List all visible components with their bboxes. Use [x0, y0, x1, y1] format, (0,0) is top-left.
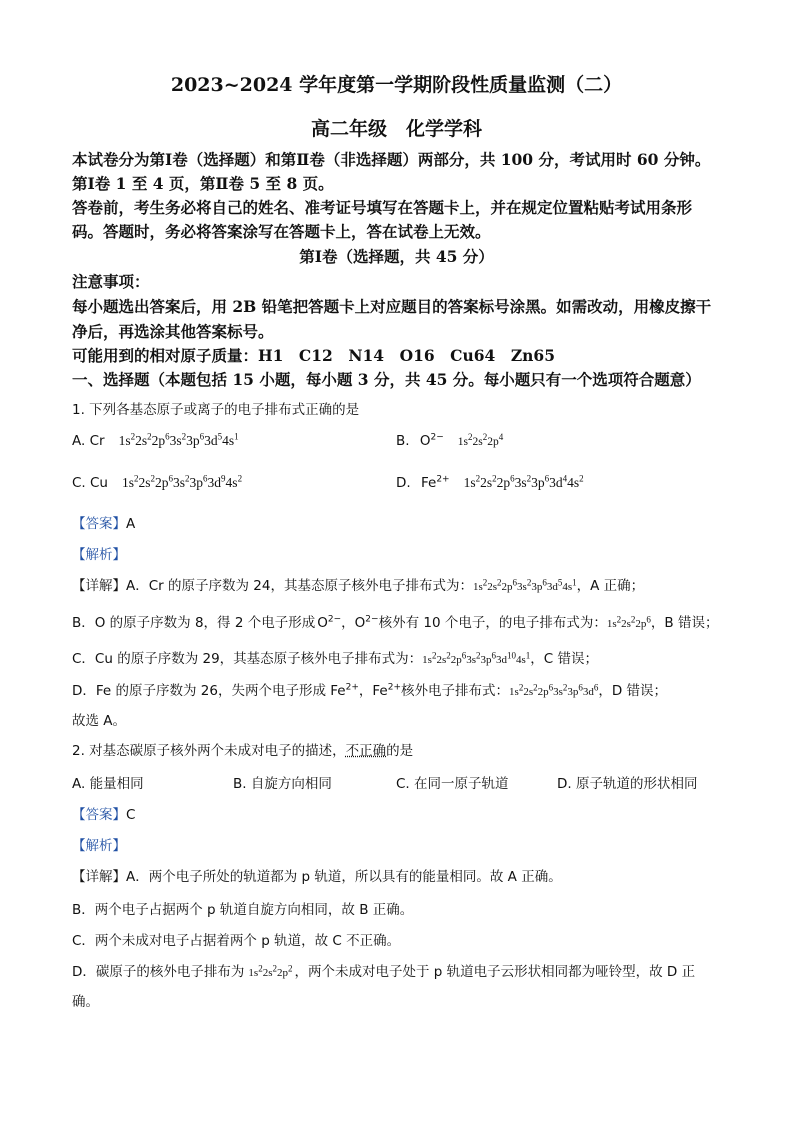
q2-option-c: C. 在同一原子轨道 [396, 776, 509, 792]
q1-detail-c-end: ，C 错误； [530, 651, 599, 667]
q1-detail-d: D．Fe 的原子序数为 26，失两个电子形成 $Fe^{2+}$，$Fe^{2+}$核外电子排布式：$1s^22s^22p^63s^23p^63d^6$，D 错误； [72, 682, 668, 699]
q1-detail-tag: 【详解】 [72, 578, 126, 594]
q1-detail-b-text-1: B．O 的原子序数为 8，得 2 个电子形成 [72, 615, 316, 631]
exam-subtitle: 高二年级 化学学科 [310, 118, 482, 140]
part-one-heading: 一、选择题（本题包括 15 小题，每小题 3 分，共 45 分。每小题只有一个选项符合题意） [72, 370, 701, 389]
q2-stem [72, 739, 413, 759]
q1-option-d-ion: Fe [420, 475, 437, 491]
q1-option-b-charge: 2− [430, 432, 444, 443]
intro-line-4: 码。答题时，务必将答案涂写在答题卡上，答在试卷上无效。 [72, 222, 491, 241]
q1-detail-a-end: ，A 正确； [576, 578, 645, 594]
intro-line-1: 本试卷分为第Ⅰ卷（选择题）和第Ⅱ卷（非选择题）两部分，共 100 分，考试用时 60 分钟。 [72, 150, 711, 169]
q2-answer-tag: 【答案】 [72, 807, 126, 823]
q1-detail-d-config: $1s^22s^22p^63s^23p^63d^6$ [509, 682, 599, 698]
q2-answer [72, 803, 135, 823]
q2-option-d: D. 原子轨道的形状相同 [557, 776, 698, 792]
q2-analysis-label: 【解析】 [72, 838, 126, 854]
q2-analysis-tag [72, 834, 126, 854]
q1-conclusion: 故选 A。 [72, 713, 127, 729]
q2-option-a: A. 能量相同 [72, 776, 144, 792]
q1-detail-b-ion-2: $O^{2-}$ [354, 614, 379, 631]
q1-detail-c-text: C．Cu 的原子序数为 29，其基态原子核外电子排布式为： [72, 651, 423, 667]
q1-option-c-config: $1s^22s^22p^63s^23p^63d^94s^2$ [122, 473, 243, 490]
intro-line-3: 答卷前，考生务必将自己的姓名、准考证号填写在答题卡上，并在规定位置粘贴考试用条形 [72, 198, 693, 217]
q1-detail-c-config: $1s^22s^22p^63s^23p^63d^{10}4s^1$ [422, 650, 531, 666]
atomic-masses: 可能用到的相对原子质量：H1 C12 N14 O16 Cu64 Zn65 [72, 346, 555, 365]
q1-detail-b-config: $1s^22s^22p^6$ [606, 614, 651, 630]
q1-option-d-charge: 2+ [436, 474, 450, 485]
q2-detail-d-text-2: ，两个未成对电子处于 p 轨道电子云形状相同都为哑铃型，故 D 正 [294, 964, 696, 980]
q1-option-b-config: $1s^22s^22p^4$ [457, 432, 504, 448]
intro-line-2: 第Ⅰ卷 1 至 4 页，第Ⅱ卷 5 至 8 页。 [72, 174, 334, 193]
q1-detail-d-text-2: ，Fe [358, 683, 388, 699]
q2-detail-d-text-1: D．碳原子的核外电子排布为 [72, 964, 245, 980]
q1-analysis-label: 【解析】 [72, 547, 126, 563]
q1-stem: 1. 下列各基态原子或离子的电子排布式正确的是 [72, 402, 360, 418]
q2-option-b: B. 自旋方向相同 [233, 776, 332, 792]
q1-option-c [72, 475, 242, 491]
q1-detail-b-ion-1: $O^{2-}$ [317, 614, 342, 631]
exam-title: 2023~2024 学年度第一学期阶段性质量监测（二） [170, 74, 623, 96]
q2-detail-a [72, 865, 562, 885]
q1-detail-a [72, 574, 644, 594]
q1-detail-b-text-3: 核外有 10 个电子，的电子排布式为： [378, 615, 607, 631]
q1-answer [72, 512, 135, 532]
q1-answer-tag: 【答案】 [72, 516, 126, 532]
section-title: 第Ⅰ卷（选择题，共 45 分） [299, 247, 494, 266]
q1-option-a-label: A. Cr [72, 433, 105, 449]
q2-detail-c: C．两个未成对电子占据着两个 p 轨道，故 C 不正确。 [72, 933, 401, 949]
q1-option-a [72, 433, 239, 449]
q1-detail-a-text: A．Cr 的原子序数为 24，其基态原子核外电子排布式为： [126, 578, 473, 594]
q2-detail-b: B．两个电子占据两个 p 轨道自旋方向相同，故 B 正确。 [72, 902, 414, 918]
q2-stem-negation: 不正确 [345, 743, 387, 759]
q1-option-d-config: $1s^22s^22p^63s^23p^63d^44s^2$ [463, 473, 584, 490]
q1-detail-c [72, 647, 598, 667]
q2-stem-pre: 2. 对基态碳原子核外两个未成对电子的描述， [72, 743, 346, 759]
q1-option-b-label: B. [396, 433, 410, 449]
q1-option-b [396, 433, 503, 449]
q1-answer-value: A [126, 516, 136, 532]
q1-detail-d-text-3: 核外电子排布式： [401, 683, 510, 699]
q1-detail-a-config: $1s^22s^22p^63s^23p^63d^54s^1$ [472, 577, 577, 593]
q1-option-a-config: $1s^22s^22p^63s^23p^63d^54s^1$ [118, 431, 239, 448]
q1-detail-b [72, 611, 718, 631]
q2-detail-d-config: $1s^22s^22p^2$ [248, 963, 293, 979]
notice-line-2: 净后，再选涂其他答案标号。 [72, 322, 274, 341]
q1-detail-d-text-1: D．Fe 的原子序数为 26，失两个电子形成 Fe [72, 683, 346, 699]
notice-line-1: 每小题选出答案后，用 2B 铅笔把答题卡上对应题目的答案标号涂黑。如需改动，用橡皮擦干 [72, 297, 712, 316]
q2-detail-a-text: A．两个电子所处的轨道都为 p 轨道，所以具有的能量相同。故 A 正确。 [126, 869, 562, 885]
q2-detail-tag: 【详解】 [72, 869, 126, 885]
q2-stem-post: 的是 [386, 743, 414, 759]
q2-detail-d-cont: 确。 [72, 994, 99, 1010]
q2-detail-d [72, 960, 695, 980]
q1-detail-b-text-2: ， [341, 615, 355, 631]
q1-option-d-label: D. [396, 475, 411, 491]
q1-detail-d-end: ，D 错误； [598, 683, 668, 699]
q1-detail-b-end: ，B 错误； [650, 615, 719, 631]
q1-analysis-tag [72, 543, 126, 563]
q1-option-d [396, 475, 584, 491]
q2-answer-value: C [126, 807, 136, 823]
q1-option-b-ion: O [419, 433, 431, 449]
q1-option-c-label: C. Cu [72, 475, 108, 491]
notice-title: 注意事项： [72, 272, 150, 291]
